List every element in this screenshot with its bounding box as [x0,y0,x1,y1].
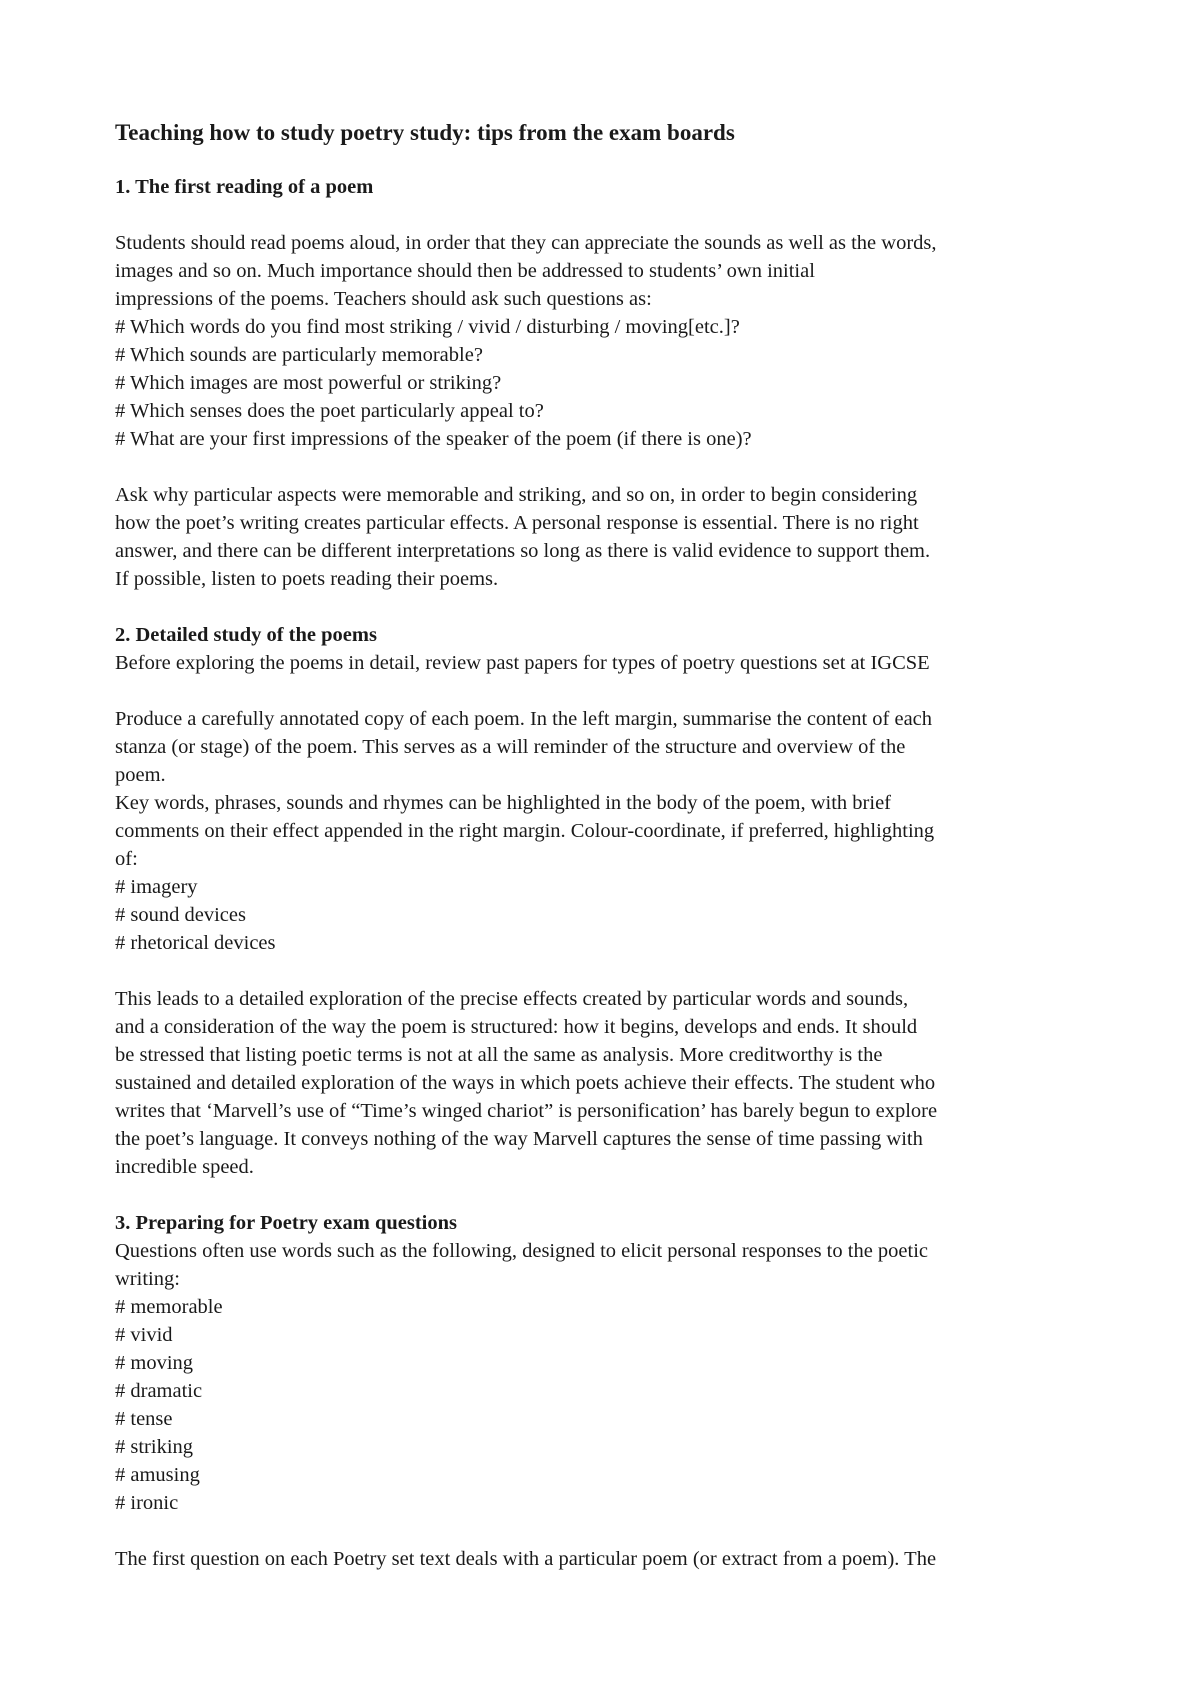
question-item: # Which sounds are particularly memorable? [115,344,483,366]
text-line: images and so on. Much importance should then be addressed to students’ own initial [115,260,815,282]
list-item: # moving [115,1352,194,1374]
document-body [115,118,1115,1573]
text-line: Questions often use words such as the following, designed to elicit personal responses to the poetic [115,1240,929,1262]
text-line: The first question on each Poetry set text deals with a particular poem (or extract from a poem). The [115,1548,937,1570]
list-item: # dramatic [115,1380,203,1402]
section-2-intro [115,649,1115,677]
text-line: This leads to a detailed exploration of the precise effects created by particular words and sounds, [115,988,909,1010]
text-line: poem. [115,764,166,786]
text-line: the poet’s language. It conveys nothing of the way Marvell captures the sense of time passing with [115,1128,923,1150]
list-item: # rhetorical devices [115,932,276,954]
text-line: Students should read poems aloud, in order that they can appreciate the sounds as well as the words, [115,232,937,254]
list-item: # vivid [115,1324,173,1346]
text-line: sustained and detailed exploration of the ways in which poets achieve their effects. The student who [115,1072,936,1094]
list-item: # ironic [115,1492,179,1514]
question-item: # Which images are most powerful or striking? [115,372,502,394]
question-item: # Which senses does the poet particularly appeal to? [115,400,544,422]
list-item: # sound devices [115,904,246,926]
text-line: comments on their effect appended in the right margin. Colour-coordinate, if preferred, highlighting [115,820,935,842]
question-item: # What are your first impressions of the speaker of the poem (if there is one)? [115,428,752,450]
text-line: impressions of the poems. Teachers should ask such questions as: [115,288,652,310]
text-line: and a consideration of the way the poem is structured: how it begins, develops and ends. It should [115,1016,918,1038]
text-line: answer, and there can be different interpretations so long as there is valid evidence to support them. [115,540,931,562]
list-item: # tense [115,1408,173,1430]
text-line: Ask why particular aspects were memorable and striking, and so on, in order to begin considering [115,484,918,506]
section-3-paragraph-1 [115,1237,1115,1517]
section-3-heading: 3. Preparing for Poetry exam questions [115,1212,458,1234]
section-2-paragraph-2 [115,985,1115,1181]
section-2-paragraph-1 [115,705,1115,957]
section-1-paragraph-2 [115,481,1115,593]
list-item: # memorable [115,1296,223,1318]
text-line: incredible speed. [115,1156,254,1178]
text-line: Before exploring the poems in detail, review past papers for types of poetry questions set at IGCSE [115,652,930,674]
question-item: # Which words do you find most striking / vivid / disturbing / moving[etc.]? [115,316,740,338]
text-line: be stressed that listing poetic terms is not at all the same as analysis. More creditworthy is the [115,1044,883,1066]
document-title: Teaching how to study poetry study: tips from the exam boards [115,120,735,145]
text-line: writes that ‘Marvell’s use of “Time’s winged chariot” is personification’ has barely begun to explore [115,1100,938,1122]
text-line: stanza (or stage) of the poem. This serves as a will reminder of the structure and overview of the [115,736,906,758]
text-line: Key words, phrases, sounds and rhymes can be highlighted in the body of the poem, with brief [115,792,891,814]
text-line: how the poet’s writing creates particular effects. A personal response is essential. There is no right [115,512,919,534]
section-2-heading: 2. Detailed study of the poems [115,624,377,646]
section-1-heading: 1. The first reading of a poem [115,176,374,198]
text-line: If possible, listen to poets reading their poems. [115,568,499,590]
text-line: Produce a carefully annotated copy of each poem. In the left margin, summarise the content of each [115,708,933,730]
text-line: of: [115,848,138,870]
list-item: # imagery [115,876,198,898]
list-item: # striking [115,1436,194,1458]
section-1-paragraph-1 [115,229,1115,453]
text-line: writing: [115,1268,180,1290]
list-item: # amusing [115,1464,200,1486]
section-3-paragraph-2 [115,1545,1115,1573]
